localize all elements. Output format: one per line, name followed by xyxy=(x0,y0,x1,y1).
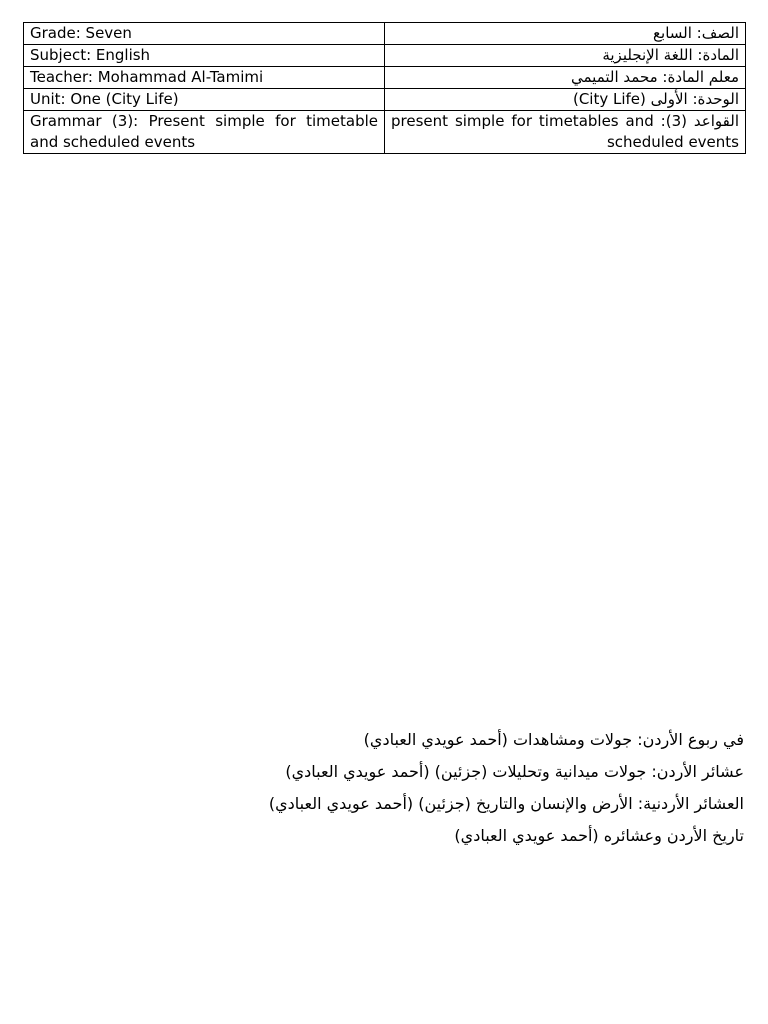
table-row-unit xyxy=(24,89,746,111)
subject-en-cell: Subject: English xyxy=(24,45,385,67)
grammar-en-cell: Grammar (3): Present simple for timetable and scheduled events xyxy=(24,111,385,154)
table-row-subject xyxy=(24,45,746,67)
grade-en-cell: Grade: Seven xyxy=(24,23,385,45)
grade-ar-cell: الصف: السابع xyxy=(385,23,746,45)
subject-ar-cell: المادة: اللغة الإنجليزية xyxy=(385,45,746,67)
reference-item: العشائر الأردنية: الأرض والإنسان والتاريخ (جزئين) (أحمد عويدي العبادي) xyxy=(268,794,744,813)
unit-ar-cell: الوحدة: الأولى (City Life) xyxy=(385,89,746,111)
teacher-en-cell: Teacher: Mohammad Al-Tamimi xyxy=(24,67,385,89)
references-list xyxy=(200,726,744,854)
table-row-teacher xyxy=(24,67,746,89)
teacher-ar-cell: معلم المادة: محمد التميمي xyxy=(385,67,746,89)
table-row-grammar xyxy=(24,111,746,154)
grammar-ar-cell: القواعد (3): present simple for timetables and scheduled events xyxy=(385,111,746,154)
table-row-grade xyxy=(24,23,746,45)
lesson-info-table xyxy=(23,22,746,154)
unit-en-cell: Unit: One (City Life) xyxy=(24,89,385,111)
reference-item: عشائر الأردن: جولات ميدانية وتحليلات (جزئين) (أحمد عويدي العبادي) xyxy=(285,762,744,781)
reference-item: في ربوع الأردن: جولات ومشاهدات (أحمد عويدي العبادي) xyxy=(363,730,744,749)
reference-item: تاريخ الأردن وعشائره (أحمد عويدي العبادي) xyxy=(454,826,744,845)
